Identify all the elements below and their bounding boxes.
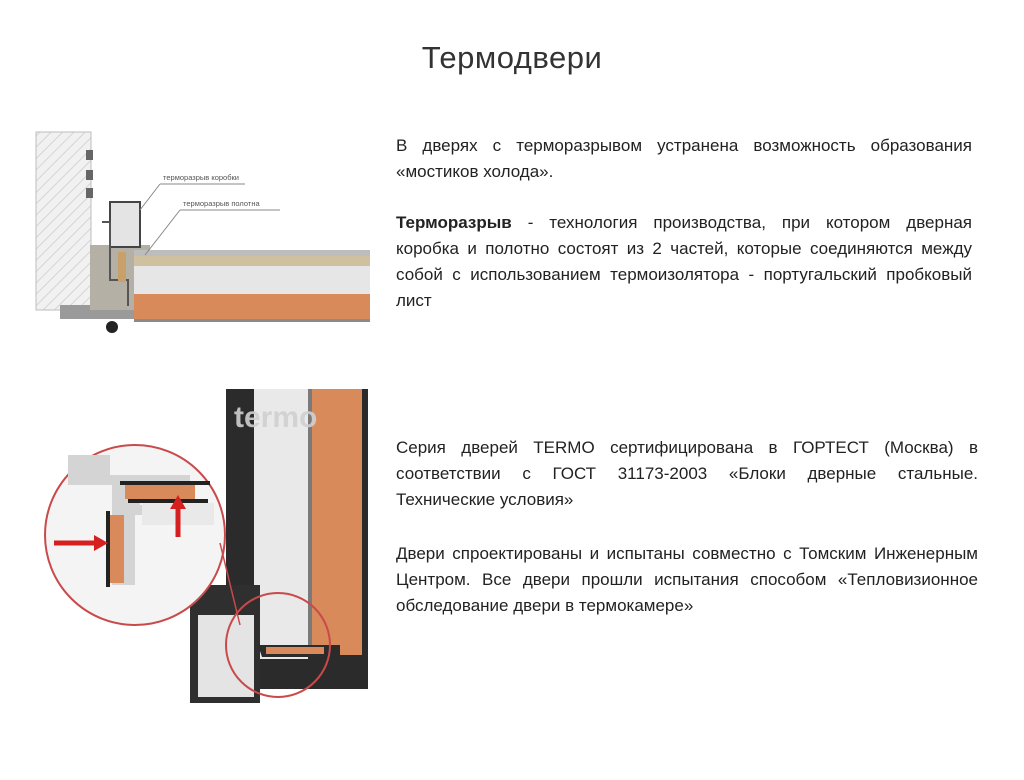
- certification-paragraph: Серия дверей TERMO сертифицирована в ГОРТЕСТ (Москва) в соответствии с ГОСТ 31173-2003 «Блоки дверные стальные. Технические условия»: [396, 438, 978, 509]
- frame-break-label: терморазрыв коробки: [163, 173, 239, 182]
- anchor-bracket: [86, 150, 93, 160]
- callout-cork-horizontal: [125, 485, 195, 499]
- leaf-cork-bottom: [134, 294, 370, 319]
- wall-block: [36, 132, 91, 310]
- callout-cork-vertical: [110, 515, 124, 583]
- callout-steel-bottom: [128, 499, 208, 503]
- testing-paragraph: Двери спроектированы и испытаны совместно с Томским Инженерным Центром. Все двери прошли испытания способом «Тепловизионное обследование двери в термокамере»: [396, 544, 978, 615]
- frame-profile: [110, 202, 140, 247]
- leaf-insulation: [134, 266, 370, 294]
- definition-text: - технология производства, при котором дверная коробка и полотно состоят из 2 частей, которые соединяются между собой с использованием термоизолятора - португальский пробковый лист: [396, 213, 972, 310]
- leaf-cork-top: [134, 256, 370, 266]
- definition-paragraph: [396, 210, 972, 314]
- thermal-break-section-diagram: [30, 130, 370, 345]
- door-seal: [106, 321, 118, 333]
- frame-cork-strip: [266, 647, 324, 654]
- frame-thermal-break: [118, 252, 126, 282]
- brand-watermark: termo: [234, 401, 318, 434]
- leaf-break-label: терморазрыв полотна: [183, 199, 260, 208]
- page-title: Термодвери: [421, 40, 603, 75]
- termo-door-corner-diagram: [40, 385, 380, 710]
- anchor-bracket: [86, 170, 93, 180]
- callout-steel-vertical: [106, 511, 110, 587]
- leaf-bottom-skin: [134, 319, 370, 322]
- intro-paragraph: В дверях с терморазрывом устранена возможность образования «мостиков холода».: [396, 136, 972, 181]
- callout-steel-horizontal: [120, 481, 210, 485]
- anchor-bracket: [86, 188, 93, 198]
- leaf-top-skin: [134, 250, 370, 256]
- definition-term: Терморазрыв: [396, 213, 512, 232]
